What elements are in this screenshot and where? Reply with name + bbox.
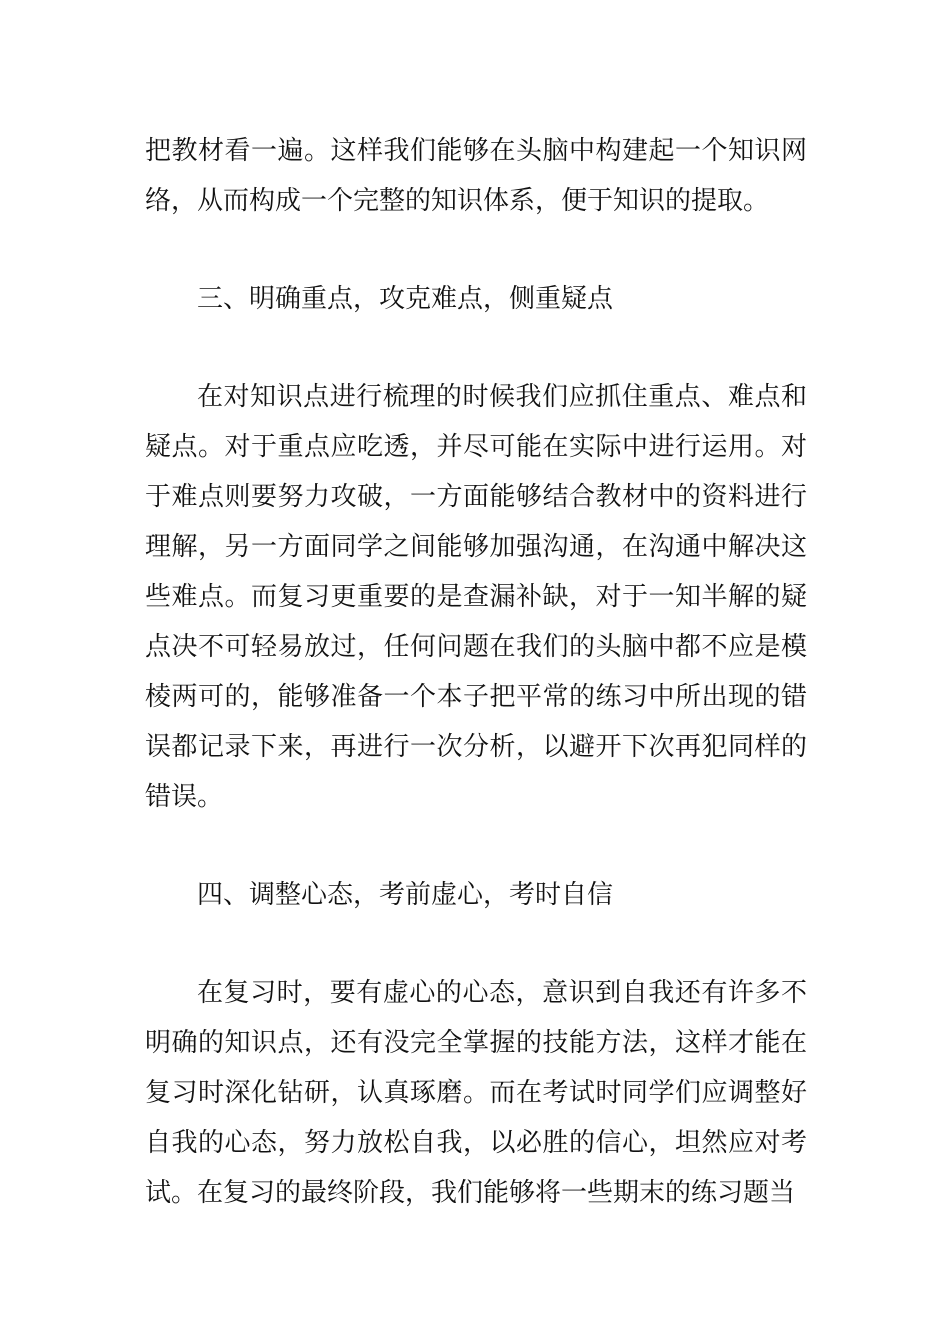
section-heading-3: 三、明确重点，攻克难点，侧重疑点	[197, 284, 614, 314]
document-page	[145, 126, 807, 1218]
paragraph-continuation: 把教材看一遍。这样我们能够在头脑中构建起一个知识网络，从而构成一个完整的知识体系，便于知识的提取。	[145, 136, 807, 216]
section-heading-4: 四、调整心态，考前虚心，考时自信	[197, 880, 614, 910]
paragraph-section-4: 在复习时，要有虚心的心态，意识到自我还有许多不明确的知识点，还有没完全掌握的技能方法，这样才能在复习时深化钻研，认真琢磨。而在考试时同学们应调整好自我的心态，努力放松自我，以必胜的信心，坦然应对考试。在复习的最终阶段，我们能够将一些期末的练习题当	[145, 978, 807, 1208]
paragraph-section-3: 在对知识点进行梳理的时候我们应抓住重点、难点和疑点。对于重点应吃透，并尽可能在实际中进行运用。对于难点则要努力攻破，一方面能够结合教材中的资料进行理解，另一方面同学之间能够加强沟通，在沟通中解决这些难点。而复习更重要的是查漏补缺，对于一知半解的疑点决不可轻易放过，任何问题在我们的头脑中都不应是模棱两可的，能够准备一个本子把平常的练习中所出现的错误都记录下来，再进行一次分析，以避开下次再犯同样的错误。	[145, 382, 807, 812]
